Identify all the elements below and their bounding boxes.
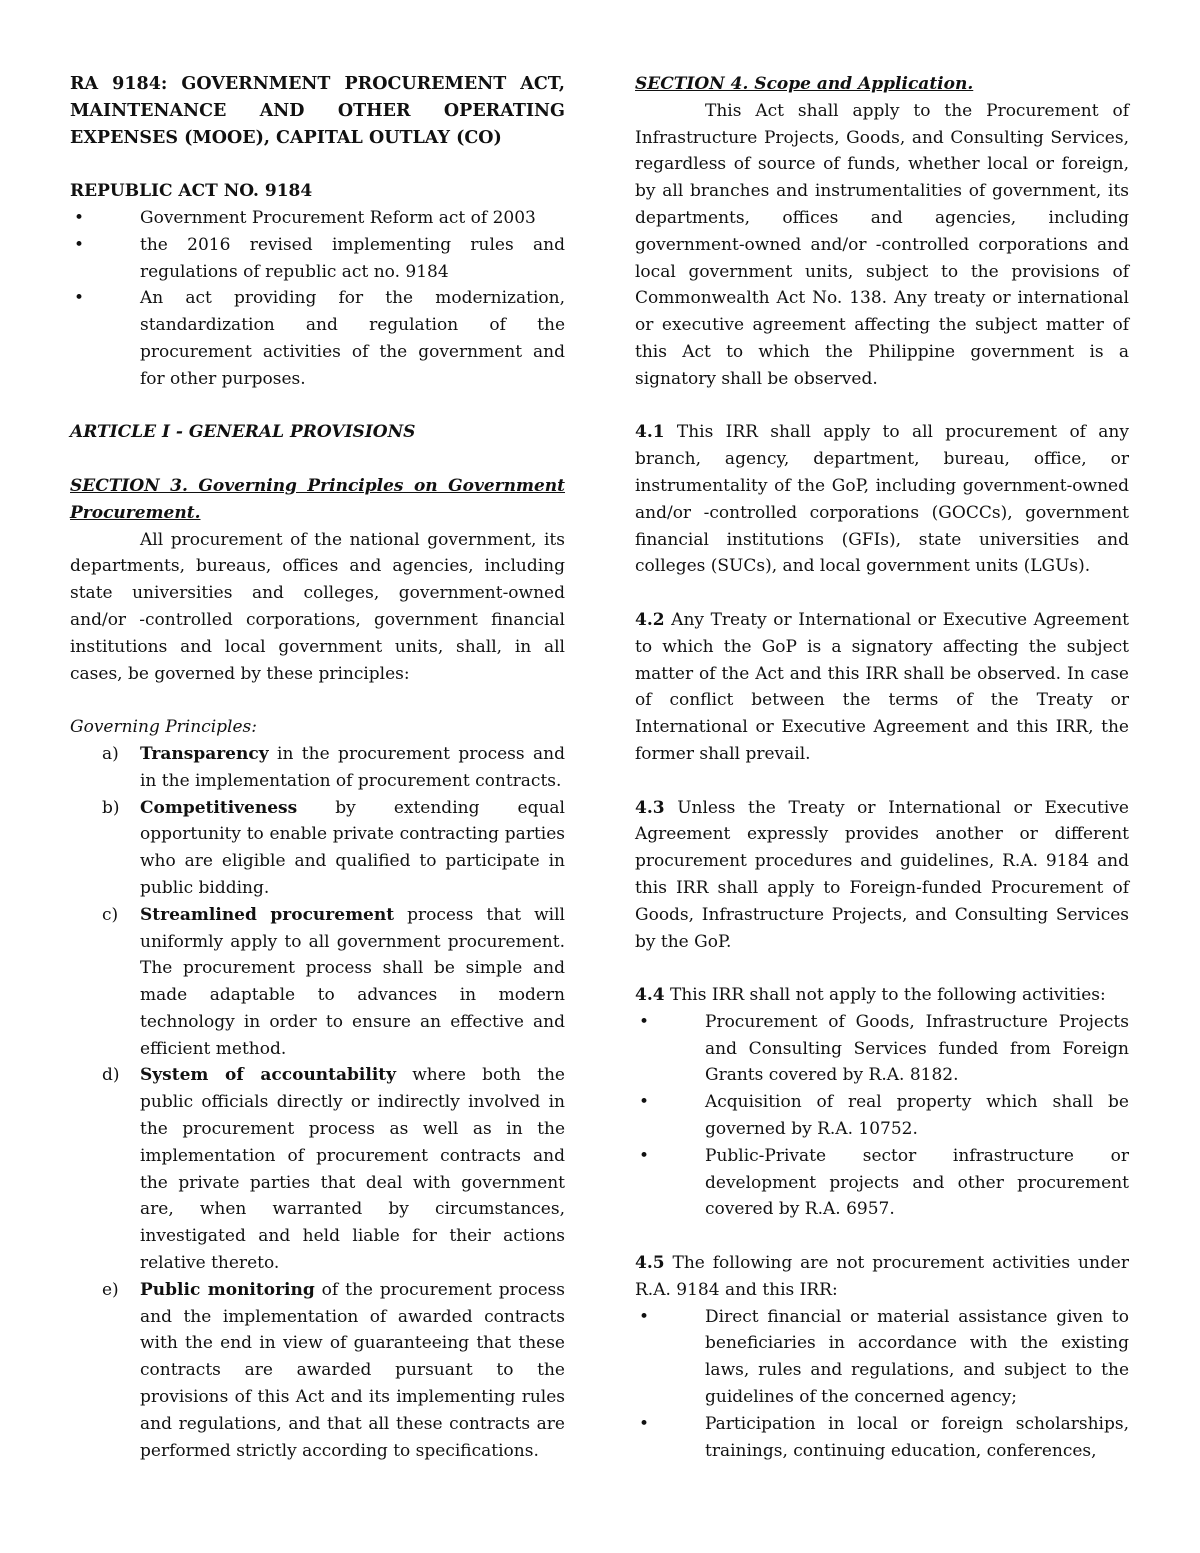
list-item: • Direct financial or material assistance given to beneficiaries in accordance with the existing laws, rules and regulations, and subject to the guidelines of the concerned agency; <box>635 1304 1129 1411</box>
section-number: 4.2 <box>635 609 665 630</box>
section-4-3 <box>635 795 1129 956</box>
principles-label: Governing Principles: <box>70 717 257 738</box>
principle-item <box>70 1062 565 1276</box>
section-text: Unless the Treaty or International or Executive Agreement expressly provides another or different procurement procedures and guidelines, R.A. 9184 and this IRR shall apply to Foreign-funded Procurement of Goods, Infrastructure Projects, and Consulting Services by the GoP. <box>635 797 1129 952</box>
principle-text: process that will uniformly apply to all government procurement. The procurement process shall be simple and made adaptable to advances in modern technology in order to ensure an effective and efficient method. <box>140 904 565 1059</box>
section-4-2 <box>635 607 1129 768</box>
list-item: • Participation in local or foreign scholarships, trainings, continuing education, conferences, <box>635 1411 1129 1465</box>
principle-text: where both the public officials directly or indirectly involved in the procurement process as well as in the implementation of procurement contracts and the private parties that deal with government are, when warranted by circumstances, investigated and held liable for their actions relative thereto. <box>140 1065 565 1274</box>
principle-marker: c) <box>102 904 119 925</box>
list-item: • Government Procurement Reform act of 2003 <box>70 205 565 232</box>
article-heading: ARTICLE I - GENERAL PROVISIONS <box>70 422 416 443</box>
principle-marker: d) <box>102 1065 120 1086</box>
list-item: • Public-Private sector infrastructure or development projects and other procurement covered by R.A. 6957. <box>635 1143 1129 1223</box>
section-4-body: This Act shall apply to the Procurement of Infrastructure Projects, Goods, and Consulting Services, regardless of source of funds, whether local or foreign, by all branches and instrumentalities of government, its departments, offices and agencies, including government-owned and/or -controlled corporations and local government units, subject to the provisions of Commonwealth Act No. 138. Any treaty or international or executive agreement affecting the subject matter of this Act to which the Philippine government is a signatory shall be observed. <box>635 100 1129 389</box>
principle-term: Transparency <box>140 743 269 764</box>
principle-text: in the procurement process and in the implementation of procurement contracts. <box>140 743 565 791</box>
principle-marker: b) <box>102 797 120 818</box>
non-procurement-list <box>635 1304 1129 1465</box>
list-item: • Acquisition of real property which shall be governed by R.A. 10752. <box>635 1089 1129 1143</box>
exclusions-list <box>635 1009 1129 1223</box>
section-3-title: SECTION 3. Governing Principles on Government Procurement. <box>70 475 565 523</box>
principle-text: by extending equal opportunity to enable private contracting parties who are eligible and qualified to participate in public bidding. <box>140 797 565 898</box>
section-text: Any Treaty or International or Executive Agreement to which the GoP is a signatory affecting the subject matter of the Act and this IRR shall be observed. In case of conflict between the terms of the Treaty or International or Executive Agreement and this IRR, the former shall prevail. <box>635 609 1129 764</box>
principle-item <box>70 1277 565 1465</box>
section-4-title: SECTION 4. Scope and Application. <box>635 74 974 94</box>
principle-item <box>70 741 565 795</box>
document-title: RA 9184: GOVERNMENT PROCUREMENT ACT, MAINTENANCE AND OTHER OPERATING EXPENSES (MOOE), CAPITAL OUTLAY (CO) <box>70 74 565 148</box>
principle-term: Public monitoring <box>140 1279 315 1300</box>
section-4-5 <box>635 1250 1129 1304</box>
principle-term: Streamlined procurement <box>140 904 395 925</box>
republic-act-heading: REPUBLIC ACT NO. 9184 <box>70 181 313 202</box>
section-text: This IRR shall apply to all procurement of any branch, agency, department, bureau, office, or instrumentality of the GoP, including government-owned and/or -controlled corporations (GOCCs), government financial institutions (GFIs), state universities and colleges (SUCs), and local government units (LGUs). <box>635 422 1129 577</box>
section-number: 4.3 <box>635 797 665 818</box>
section-number: 4.1 <box>635 422 665 443</box>
right-column <box>635 71 1129 1464</box>
section-number: 4.4 <box>635 985 665 1006</box>
principle-text: of the procurement process and the implementation of awarded contracts with the end in view of guaranteeing that these contracts are awarded pursuant to the provisions of this Act and its implementing rules and regulations, and that all these contracts are performed strictly according to specifications. <box>140 1279 565 1461</box>
section-text: The following are not procurement activities under R.A. 9184 and this IRR: <box>635 1253 1129 1300</box>
section-4-1 <box>635 419 1129 580</box>
principle-marker: a) <box>102 743 119 764</box>
section-4-4 <box>635 982 1129 1009</box>
list-item: • An act providing for the modernization, standardization and regulation of the procurement activities of the government and for other purposes. <box>70 285 565 392</box>
left-column <box>70 71 565 1464</box>
principle-marker: e) <box>102 1279 119 1300</box>
section-text: This IRR shall not apply to the following activities: <box>664 985 1106 1006</box>
principle-term: Competitiveness <box>140 797 298 818</box>
section-number: 4.5 <box>635 1253 665 1274</box>
act-bullet-list <box>70 205 565 393</box>
principle-term: System of accountability <box>140 1065 397 1086</box>
principles-list <box>70 741 565 1465</box>
principle-item <box>70 795 565 902</box>
list-item: • the 2016 revised implementing rules and regulations of republic act no. 9184 <box>70 232 565 286</box>
principle-item <box>70 902 565 1063</box>
list-item: • Procurement of Goods, Infrastructure Projects and Consulting Services funded from Foreign Grants covered by R.A. 8182. <box>635 1009 1129 1089</box>
section-3-body: All procurement of the national government, its departments, bureaus, offices and agencies, including state universities and colleges, government-owned and/or -controlled corporations, government financial institutions and local government units, shall, in all cases, be governed by these principles: <box>70 529 565 684</box>
